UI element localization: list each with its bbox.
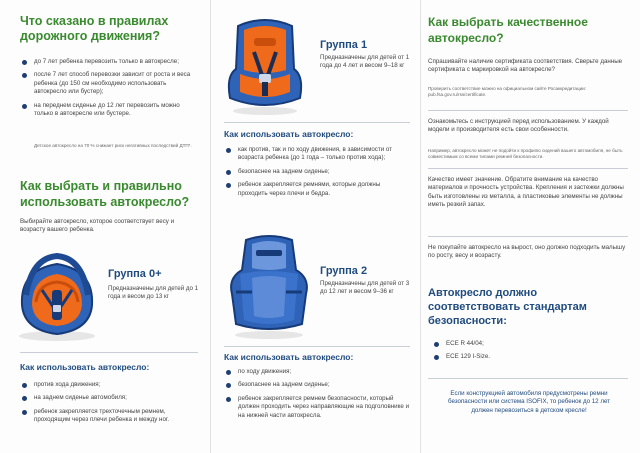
cert-note: Проверить соответствие можно на официальном сайте Росаккредитации: pub.fsa.gov.ru/rss/certificate. [428, 86, 587, 97]
bullet-icon [22, 60, 27, 65]
group2-bullet-1: по ходу движения; [238, 368, 292, 375]
rules-bullet-1: до 7 лет ребенка перевозить только в автокресле; [34, 58, 179, 65]
standard-2: ECE 129 I-Size. [446, 353, 491, 361]
list-item [224, 146, 410, 163]
list-item [224, 168, 410, 176]
choose-title [20, 178, 205, 210]
group0-usage-list [20, 381, 198, 430]
group1-desc: Предназначены для детей от 1 года до 4 лет и весом 9–18 кг [320, 54, 410, 70]
infant-carrier-image [12, 250, 102, 342]
standards-title-line2: соответствовать стандартам [428, 301, 587, 313]
cert-text: Спрашивайте наличие сертификата соответствия. Сверьте данные сертификата с маркировкой на автокресле? [428, 58, 623, 74]
group1-bullet-2: безопаснее на заднем сиденье; [238, 167, 330, 175]
isofix-text: Если конструкцией автомобиля предусмотрены ремни безопасности или система ISOFIX, то ребенок до 12 лет должен перевозиться в детском кресле! [447, 390, 611, 414]
rules-title-line2: дорожного движения? [20, 29, 160, 43]
standards-title-line3: безопасности: [428, 315, 507, 327]
quality-title-line1: Как выбрать качественное [428, 15, 588, 29]
list-item [432, 353, 622, 361]
bullet-icon [22, 383, 27, 388]
rules-bullet-2: после 7 лет способ перевозки зависит от роста и веса ребенка (до 150 см необходимо использовать автокресло или бустер); [34, 71, 191, 96]
bullet-icon [22, 104, 27, 109]
rules-list [20, 58, 192, 123]
bullet-icon [226, 397, 231, 402]
bullet-icon [22, 396, 27, 401]
quality-title-line2: автокресло? [428, 31, 504, 45]
group0-bullet-1: против хода движения; [34, 381, 101, 388]
group2-title: Группа 2 [320, 265, 368, 277]
list-item [20, 71, 192, 96]
list-item [224, 381, 410, 389]
group1-seat-image [224, 14, 306, 116]
bullet-icon [434, 342, 439, 347]
group2-bullet-3: ребенок закрепляется ремнем безопасности, который должен проходить через направляющие на подголовнике и на нижней части автокресла. [238, 394, 410, 419]
list-item [20, 381, 198, 389]
group0-usage-title: Как использовать автокресло: [20, 362, 150, 372]
divider [428, 378, 628, 379]
group2-seat-image [226, 234, 312, 340]
standards-list [432, 340, 622, 367]
divider [428, 168, 628, 169]
group1-title: Группа 1 [320, 39, 368, 51]
list-item [224, 395, 410, 420]
manual-text: Ознакомьтесь с инструкцией перед использованием. У каждой модели и производителя есть свои особенности. [428, 118, 609, 134]
group1-bullet-1: как против, так и по ходу движения, в зависимости от возраста ребенка (до 1 года – только против хода); [238, 146, 393, 162]
panel-quality [420, 0, 640, 453]
bullet-icon [226, 383, 231, 388]
choose-title-line2: использовать автокресло? [20, 195, 190, 209]
standards-title-line1: Автокресло должно [428, 287, 538, 299]
bullet-icon [226, 183, 231, 188]
group0-bullet-2: на заднем сиденье автомобиля; [34, 394, 127, 402]
bullet-icon [226, 148, 231, 153]
fitting-text: Не покупайте автокресло на вырост, оно должно подходить малышу по росту, весу и возрасту. [428, 244, 626, 260]
list-item [224, 181, 410, 198]
group0-bullet-3: ребенок закрепляется трехточечным ремнем, проходящим через плечи ребенка и между ног. [34, 407, 170, 424]
bullet-icon [226, 370, 231, 375]
list-item [20, 394, 198, 402]
divider [224, 346, 410, 347]
group0-desc: Предназначены для детей до 1 года и весом до 13 кг [108, 285, 199, 301]
bullet-icon [22, 73, 27, 78]
group1-usage-list [224, 146, 410, 203]
list-item [20, 58, 192, 66]
group0-title: Группа 0+ [108, 268, 162, 280]
quality-text: Качество имеет значение. Обратите внимание на качество материалов и прочность устройства. Крепления и застежки должны быть изготовлены из металла, а пластиковые элементы не должны иметь резкий запах. [428, 176, 624, 209]
rules-bullet-3: на переднем сиденье до 12 лет перевозить можно только в автокресле или бустере. [34, 101, 180, 118]
rules-title-line1: Что сказано в правилах [20, 14, 169, 28]
list-item [432, 340, 622, 348]
choose-title-line1: Как выбрать и правильно [20, 179, 182, 193]
bullet-icon [434, 355, 439, 360]
list-item [20, 408, 198, 425]
divider [20, 352, 198, 353]
group2-usage-title: Как использовать автокресло: [224, 352, 354, 362]
choose-text: Выбирайте автокресло, которое соответствует весу и возрасту вашего ребенка. [20, 218, 175, 234]
divider [428, 236, 628, 237]
list-item [224, 368, 410, 376]
rules-title [20, 14, 205, 44]
group2-usage-list [224, 368, 410, 425]
divider [224, 122, 410, 123]
group1-bullet-3: ребенок закрепляется ремнями, которые должны проходить через плечи и бедра. [238, 181, 381, 197]
standards-title [428, 286, 633, 328]
standard-1: ECE R 44/04; [446, 340, 484, 347]
manual-note: Например, автокресло может не подойти к профилю сидений вашего автомобиля, не быть совместимым со всеми типами ремней безопасности. [428, 148, 623, 159]
quality-title [428, 14, 633, 46]
panel-groups [210, 0, 420, 453]
group2-bullet-2: безопаснее на заднем сиденье; [238, 381, 330, 389]
group2-desc: Предназначены для детей от 3 до 12 лет и весом 9–36 кг [320, 280, 410, 296]
panel-rules [0, 0, 210, 453]
divider [428, 110, 628, 111]
group1-usage-title: Как использовать автокресло: [224, 129, 354, 139]
list-item [20, 102, 192, 119]
bullet-icon [226, 170, 231, 175]
rules-note: Детское автокресло на 70 % снижает риск негативных последствий ДТП*. [34, 143, 192, 148]
bullet-icon [22, 410, 27, 415]
